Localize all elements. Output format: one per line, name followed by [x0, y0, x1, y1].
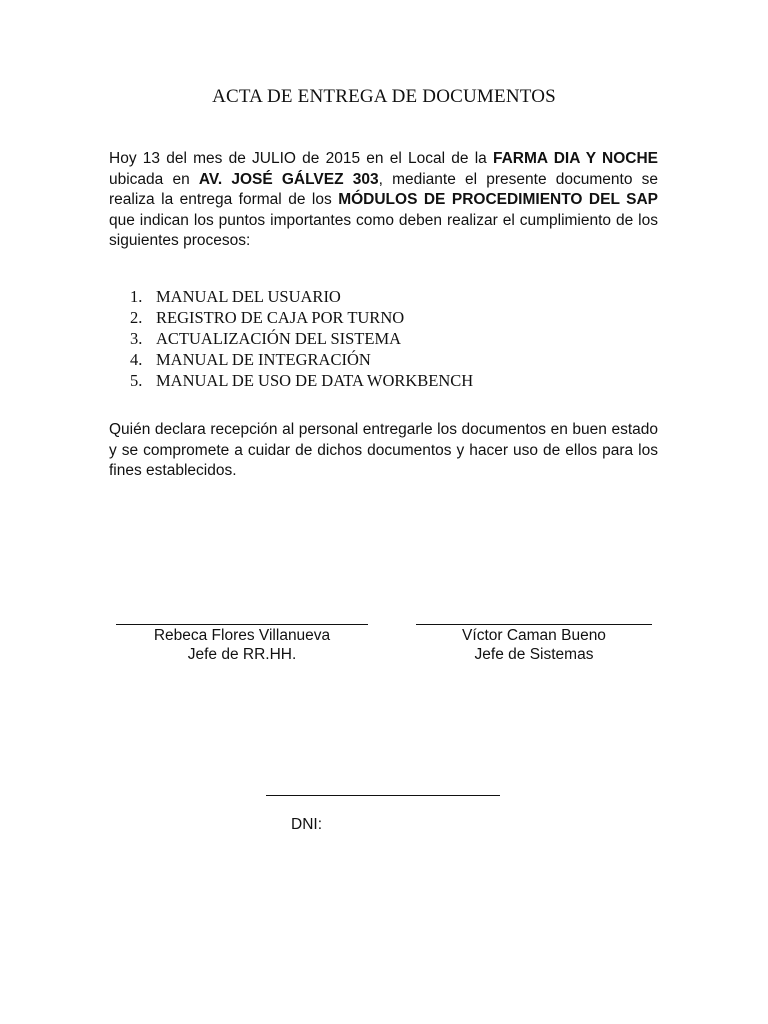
list-item-text: MANUAL DE INTEGRACIÓN — [156, 350, 371, 369]
list-item-text: REGISTRO DE CAJA POR TURNO — [156, 308, 405, 327]
list-item-number: 4. — [130, 350, 143, 369]
list-item-number: 1. — [130, 287, 143, 306]
intro-paragraph — [109, 149, 658, 252]
intro-text-2: ubicada en — [109, 170, 199, 188]
signature-line-systems — [416, 624, 652, 625]
list-item — [130, 307, 473, 328]
list-item-text: MANUAL DEL USUARIO — [156, 287, 341, 306]
pharmacy-name: FARMA DIA Y NOCHE — [492, 150, 658, 167]
list-item — [130, 349, 473, 370]
list-item-number: 2. — [130, 308, 143, 327]
list-item-text: MANUAL DE USO DE DATA WORKBENCH — [156, 371, 474, 390]
modules-name: MÓDULOS DE PROCEDIMIENTO DEL SAP — [338, 191, 658, 208]
signature-block-hr — [116, 626, 368, 664]
signer-role: Jefe de RR.HH. — [187, 646, 297, 663]
document-title: ACTA DE ENTREGA DE DOCUMENTOS — [212, 86, 556, 107]
list-item — [130, 370, 473, 391]
signer-name: Víctor Caman Bueno — [462, 627, 606, 644]
signature-line-hr — [116, 624, 368, 625]
list-item — [130, 328, 473, 349]
list-item-text: ACTUALIZACIÓN DEL SISTEMA — [156, 329, 402, 348]
list-item-number: 5. — [130, 371, 143, 390]
list-item-number: 3. — [130, 329, 143, 348]
signature-line-receiver — [266, 795, 500, 796]
signer-name: Rebeca Flores Villanueva — [153, 627, 331, 644]
signature-block-systems — [416, 626, 652, 664]
intro-text-1: Hoy 13 del mes de JULIO de 2015 en el Local de la — [109, 150, 493, 167]
signer-role: Jefe de Sistemas — [474, 646, 594, 663]
document-list — [130, 286, 473, 391]
declaration-paragraph: Quién declara recepción al personal entregarle los documentos en buen estado y se compromete a cuidar de dichos documentos y hacer uso de ellos para los fines establecidos. — [109, 421, 658, 479]
intro-text-4: que indican los puntos importantes como deben realizar el cumplimiento de los siguientes procesos: — [109, 211, 658, 249]
address: AV. JOSÉ GÁLVEZ 303 — [198, 170, 379, 188]
dni-label: DNI: — [291, 816, 322, 833]
list-item — [130, 286, 473, 307]
intro-text-3: , mediante el presente documento se realiza la entrega formal de los — [109, 170, 658, 208]
